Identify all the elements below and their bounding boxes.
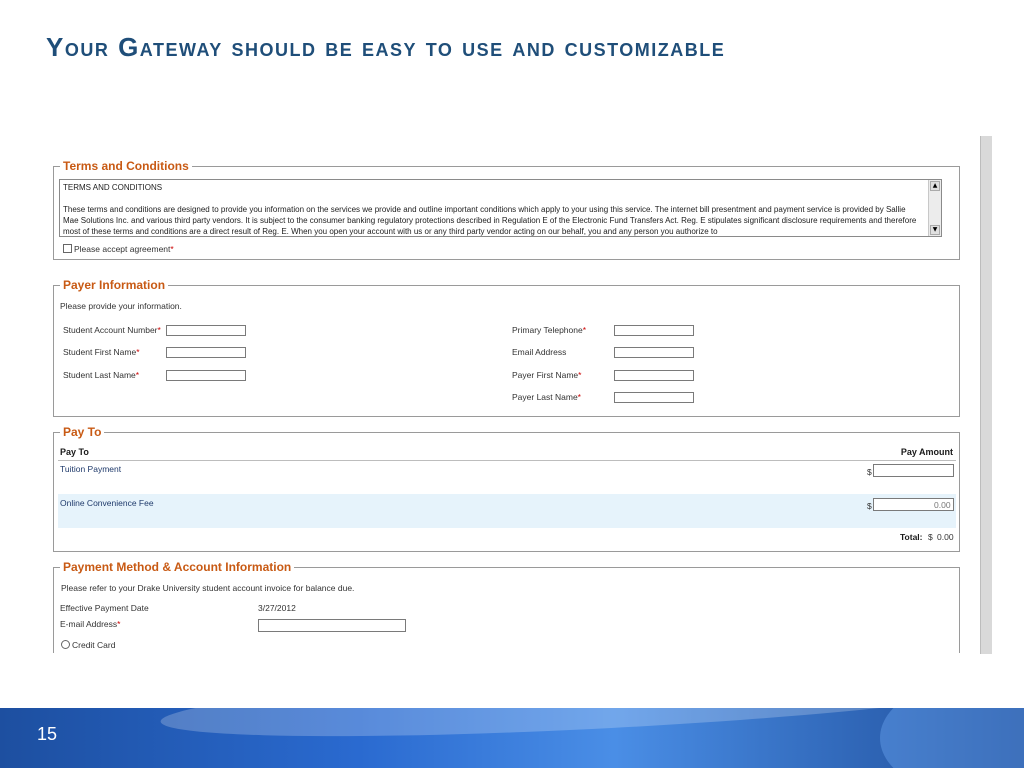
student-account-input[interactable] xyxy=(166,325,246,336)
credit-card-radio[interactable] xyxy=(61,640,70,649)
primary-phone-label: Primary Telephone* xyxy=(512,325,587,335)
total-currency: $ xyxy=(928,532,933,542)
terms-heading: TERMS AND CONDITIONS xyxy=(63,183,163,192)
slide-footer xyxy=(0,708,1024,768)
credit-card-label: Credit Card xyxy=(72,640,116,650)
terms-scrollbar[interactable] xyxy=(928,180,941,236)
convenience-fee-label: Online Convenience Fee xyxy=(60,498,154,508)
email-input[interactable] xyxy=(614,347,694,358)
effective-date-label: Effective Payment Date xyxy=(60,603,149,613)
email-label: Email Address xyxy=(512,347,567,357)
effective-date-value: 3/27/2012 xyxy=(258,603,296,613)
payment-fieldset xyxy=(53,560,960,653)
student-first-label: Student First Name* xyxy=(63,347,140,357)
pay-amount-column-header: Pay Amount xyxy=(900,447,953,457)
page-number: 15 xyxy=(37,724,58,744)
payment-instructions: Please refer to your Drake University student account invoice for balance due. xyxy=(61,583,355,593)
payer-first-input[interactable] xyxy=(614,370,694,381)
payer-last-label: Payer Last Name* xyxy=(512,392,581,402)
payer-instructions: Please provide your information. xyxy=(60,301,182,311)
fee-currency: $ xyxy=(867,501,872,511)
payment-email-label: E-mail Address* xyxy=(60,619,121,629)
payer-legend: Payer Information xyxy=(60,277,168,293)
student-last-label: Student Last Name* xyxy=(63,370,140,380)
scroll-up-icon[interactable]: ▲ xyxy=(930,181,940,191)
total-value: 0.00 xyxy=(937,532,954,542)
payto-fieldset xyxy=(53,425,960,552)
slide-title: Your Gateway should be easy to use and customizable xyxy=(46,32,726,62)
accept-agreement-checkbox[interactable] xyxy=(63,244,72,253)
terms-textarea[interactable] xyxy=(59,179,942,237)
tuition-amount-input[interactable] xyxy=(873,464,954,477)
payto-column-header: Pay To xyxy=(60,447,89,457)
total-label: Total: xyxy=(900,532,923,542)
terms-legend: Terms and Conditions xyxy=(60,158,192,174)
convenience-fee-row xyxy=(58,494,956,528)
payer-first-label: Payer First Name* xyxy=(512,370,582,380)
terms-fieldset xyxy=(53,159,960,260)
payment-legend: Payment Method & Account Information xyxy=(60,559,294,575)
page-scrollbar[interactable] xyxy=(980,136,992,654)
primary-phone-input[interactable] xyxy=(614,325,694,336)
scroll-down-icon[interactable]: ▼ xyxy=(930,225,940,235)
student-last-input[interactable] xyxy=(166,370,246,381)
payer-last-input[interactable] xyxy=(614,392,694,403)
fee-amount-value: 0.00 xyxy=(934,500,951,510)
student-account-label: Student Account Number* xyxy=(63,325,161,335)
payment-email-input[interactable] xyxy=(258,619,406,632)
student-first-input[interactable] xyxy=(166,347,246,358)
accept-agreement-label: Please accept agreement* xyxy=(74,244,174,254)
payto-header-divider xyxy=(58,460,956,461)
tuition-currency: $ xyxy=(867,467,872,477)
payto-legend: Pay To xyxy=(60,424,104,440)
terms-body: These terms and conditions are designed to provide you information on the services we provide and outline important conditions which apply to your using this service. The internet bill presentment and payment service is provided by Sallie Mae Solutions Inc. and various third party vendors. It is subject to the consumer banking regulatory protections described in Regulation E of the Electronic Fund Transfers Act. Reg. E stipulates significant disclosure requirements and therefore most of these terms and conditions are a direct result of Reg. E. When you open your account with us or any third party vendor acting on our behalf, you and any person you authorize to xyxy=(63,205,917,236)
payer-fieldset xyxy=(53,278,960,417)
tuition-label: Tuition Payment xyxy=(60,464,122,474)
